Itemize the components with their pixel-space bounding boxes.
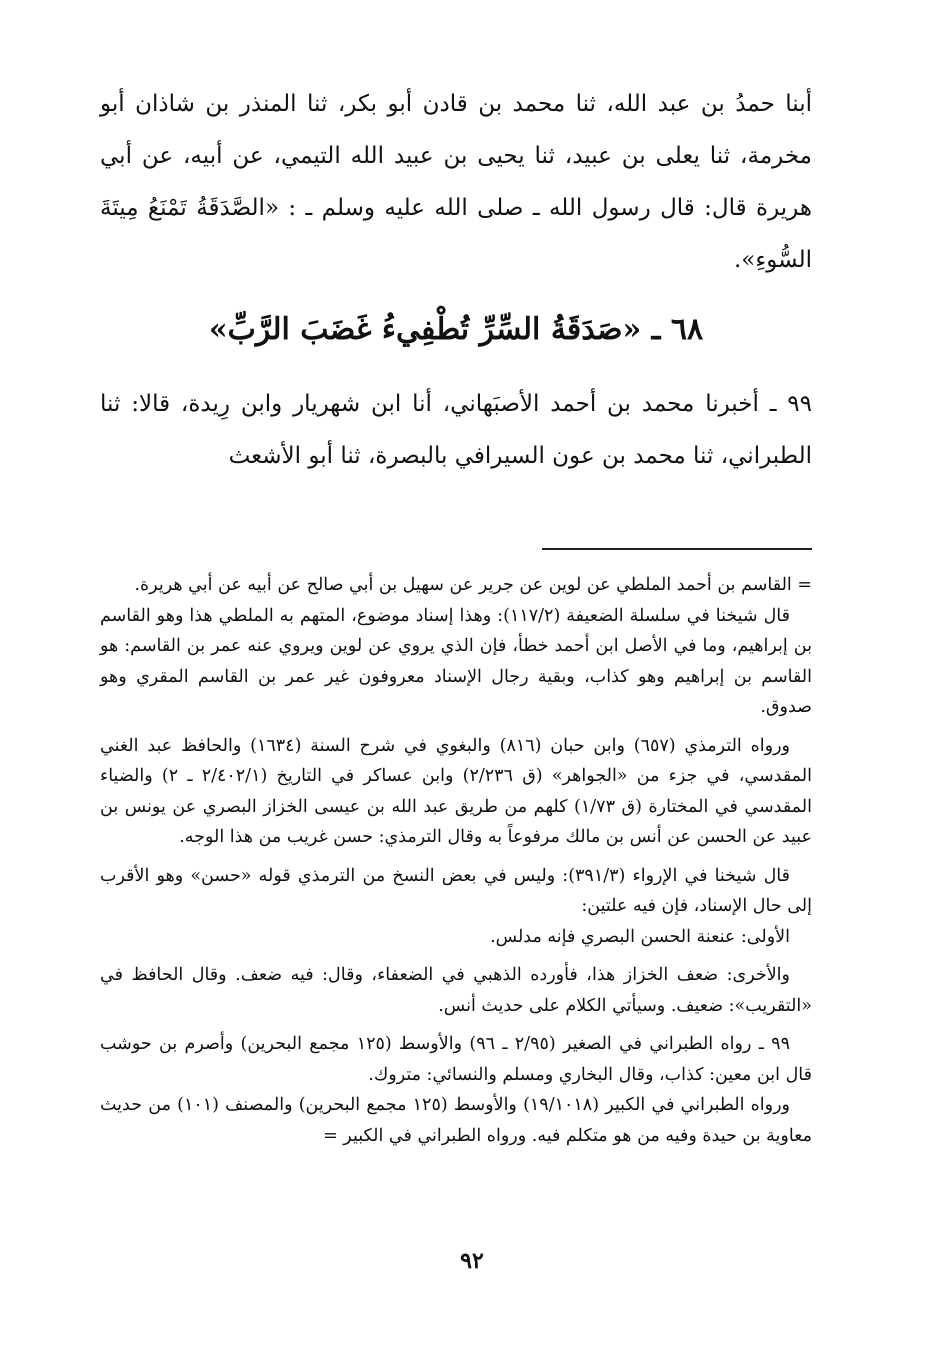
footnote-paragraph: ورواه الترمذي (٦٥٧) وابن حبان (٨١٦) والبغوي في شرح السنة (١٦٣٤) والحافظ عبد الغني المقدسي، في جزء من «الجواهر» (ق ٢/٢٣٦) وابن عساكر في التاريخ (٢/٤٠٢/١ ـ ٢) والضياء المقدسي في المختارة (ق ١/٧٣) كلهم من طريق عبد الله بن عيسى الخزاز البصري عن يونس بن عبيد عن الحسن عن أنس بن مالك مرفوعاً به وقال الترمذي: حسن غريب من هذا الوجه. (100, 735, 812, 847)
chapter-heading: ٦٨ ـ «صَدَقَةُ السِّرِّ تُطْفِيءُ غَضَبَ الرَّبِّ» (208, 312, 704, 347)
page-number: ٩٢ (460, 1248, 484, 1274)
footnote-paragraph: والأخرى: ضعف الخزاز هذا، فأورده الذهبي في الضعفاء، وقال: فيه ضعف. وقال الحافظ في «التقريب»: ضعيف. وسيأتي الكلام على حديث أنس. (100, 965, 812, 1016)
footnote-paragraph: ٩٩ ـ رواه الطبراني في الصغير (٢/٩٥ ـ ٩٦) والأوسط (١٢٥ مجمع البحرين) وأصرم بن حوشب قال ابن معين: كذاب، وقال البخاري ومسلم والنسائي: متروك. (100, 1034, 812, 1085)
footnote-divider (542, 548, 812, 550)
main-text (100, 78, 812, 482)
footnote-paragraph: ورواه الطبراني في الكبير (١٩/١٠١٨) والأوسط (١٢٥ مجمع البحرين) والمصنف (١٠١) من حديث معاوية بن حيدة وفيه من هو متكلم فيه. ورواه الطبراني في الكبير = (100, 1095, 812, 1146)
footnote-paragraph: قال شيخنا في الإرواء (٣٩١/٣): وليس في بعض النسخ من الترمذي قوله «حسن» وهو الأقرب إلى حال الإسناد، فإن فيه علتين: (100, 865, 812, 916)
book-page (100, 78, 812, 1151)
footnote-paragraph: = القاسم بن أحمد الملطي عن لوين عن جرير عن سهيل بن أبي صالح عن أبيه عن أبي هريرة. (134, 575, 812, 595)
footnote-paragraph: قال شيخنا في سلسلة الضعيفة (١١٧/٢): وهذا إسناد موضوع، المتهم به الملطي هذا وهو القاسم بن إبراهيم، وما في الأصل ابن أحمد خطأ، فإن الذي يروي عن لوين ويروي عنه عمر بن القاسم: هو القاسم بن إبراهيم وهو كذاب، وبقية رجال الإسناد معروفون غير عمر بن القاسم المقري وهو صدوق. (100, 605, 812, 717)
footnote-paragraph: الأولى: عنعنة الحسن البصري فإنه مدلس. (490, 926, 790, 947)
hadith-paragraph: ٩٩ ـ أخبرنا محمد بن أحمد الأصبَهاني، أنا ابن شهريار وابن رِيدة، قالا: ثنا الطبراني، ثنا محمد بن عون السيرافي بالبصرة، ثنا أبو الأشعث (100, 391, 812, 469)
hadith-paragraph: أبنا حمدُ بن عبد الله، ثنا محمد بن قادن أبو بكر، ثنا المنذر بن شاذان أبو مخرمة، ثنا يعلى بن عبيد، ثنا يحيى بن عبيد الله التيمي، عن أبيه، عن أبي هريرة قال: قال رسول الله ـ صلى الله عليه وسلم ـ : «الصَّدَقَةُ تَمْنَعُ مِيتَةَ السُّوءِ». (100, 91, 812, 273)
footnotes (100, 570, 812, 1151)
